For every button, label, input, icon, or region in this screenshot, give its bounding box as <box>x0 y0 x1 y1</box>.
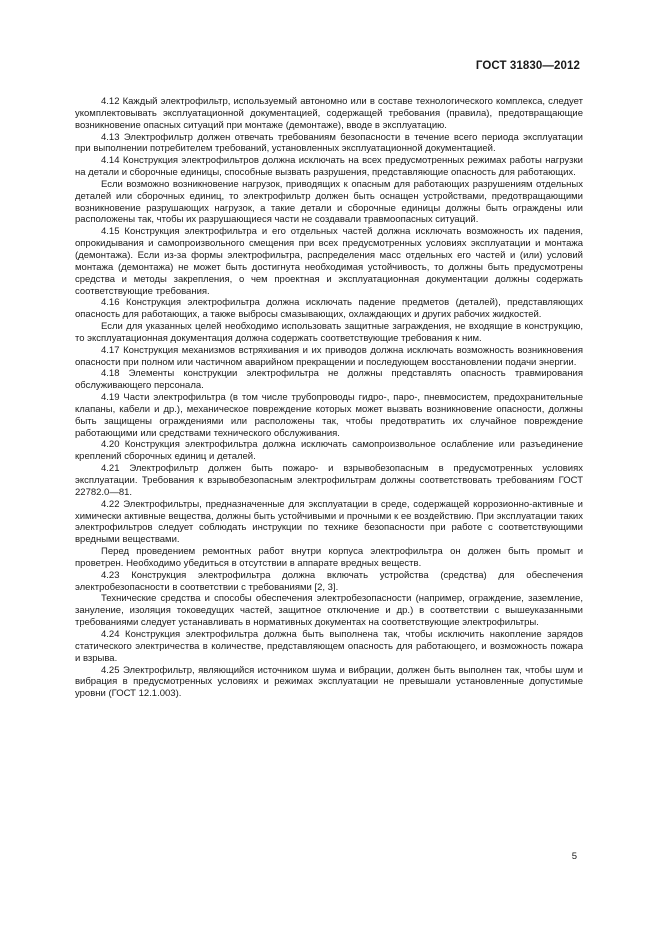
paragraph-4-16: 4.16 Конструкция электрофильтра должна исключать падение предметов (деталей), представляющих опасность для работающих, а также выбросы смазывающих, охлаждающих и других рабочих жидкостей. <box>75 297 583 321</box>
document-body <box>75 96 583 700</box>
paragraph-4-13: 4.13 Электрофильтр должен отвечать требованиям безопасности в течение всего периода эксплуатации при выполнении потребителем требований, установленных эксплуатационной документацией. <box>75 131 583 155</box>
paragraph-4-21: 4.21 Электрофильтр должен быть пожаро- и взрывобезопасным в предусмотренных условиях эксплуатации. Требования к взрывобезопасным электрофильтрам должны соответствовать требованиям ГОСТ 22782.0—81. <box>75 463 583 498</box>
paragraph-4-20: 4.20 Конструкция электрофильтра должна исключать самопроизвольное ослабление или разъединение креплений сборочных единиц и деталей. <box>75 439 583 463</box>
paragraph-4-23-cont: Технические средства и способы обеспечения электробезопасности (например, ограждение, заземление, зануление, изоляция токоведущих частей, защитное отключение и др.) в соответствии с вышеуказанными требованиями следует устанавливать в нормативных документах на соответствующие электрофильтры. <box>75 593 583 629</box>
paragraph-4-17: 4.17 Конструкция механизмов встряхивания и их приводов должна исключать возможность возникновения опасности при полном или частичном аварийном прекращении и последующем восстановлении подачи энергии. <box>75 344 583 368</box>
paragraph-4-12: 4.12 Каждый электрофильтр, используемый автономно или в составе технологического комплекса, следует укомплектовывать эксплуатационной документацией, содержащей требования (правила), предотвращающие возникновение опасных ситуаций при монтаже (демонтаже), вводе в эксплуатацию. <box>75 96 583 131</box>
paragraph-4-14: 4.14 Конструкция электрофильтров должна исключать на всех предусмотренных режимах работы нагрузки на детали и сборочные единицы, способные вызвать разрушения, представляющие опасность для работающих. <box>75 155 583 179</box>
paragraph-4-19: 4.19 Части электрофильтра (в том числе трубопроводы гидро-, паро-, пневмосистем, предохранительные клапаны, кабели и др.), механическое повреждение которых может вызвать возникновение опасности, должны быть защищены ограждениями или расположены так, чтобы предотвратить их случайное повреждение работающими или средствами технического обслуживания. <box>75 392 583 439</box>
paragraph-4-14-cont: Если возможно возникновение нагрузок, приводящих к опасным для работающих разрушениям отдельных деталей или сборочных единиц, то электрофильтр должен быть оснащен устройствами, предотвращающими возникновение разрушающих нагрузок, а такие детали и сборочные единицы должны быть ограждены или расположены так, чтобы их разрушающиеся части не создавали травмоопасных ситуаций. <box>75 178 583 226</box>
page-number: 5 <box>571 851 577 862</box>
paragraph-4-16-cont: Если для указанных целей необходимо использовать защитные заграждения, не входящие в конструкцию, то эксплуатационная документация должна содержать соответствующие требования к ним. <box>75 321 583 344</box>
paragraph-4-15: 4.15 Конструкция электрофильтра и его отдельных частей должна исключать возможность их падения, опрокидывания и самопроизвольного смещения при всех предусмотренных условиях эксплуатации и монтажа (демонтажа). Если из-за формы электрофильтра, распределения масс отдельных его частей и (или) условий монтажа (демонтажа) не может быть достигнута необходимая устойчивость, то должны быть предусмотрены средства и методы закрепления, о чем проектная и эксплуатационная документации должны содержать соответствующие требования. <box>75 226 583 297</box>
paragraph-4-23: 4.23 Конструкция электрофильтра должна включать устройства (средства) для обеспечения электробезопасности в соответствии с требованиями [2, 3]. <box>75 569 583 593</box>
paragraph-4-25: 4.25 Электрофильтр, являющийся источником шума и вибрации, должен быть выполнен так, чтобы шум и вибрация в предусмотренных условиях и режимах эксплуатации не превышали установленные допустимые уровни (ГОСТ 12.1.003). <box>75 664 583 700</box>
paragraph-4-22-cont: Перед проведением ремонтных работ внутри корпуса электрофильтра он должен быть промыт и проветрен. Необходимо убедиться в отсутствии в аппарате вредных веществ. <box>75 546 583 569</box>
paragraph-4-18: 4.18 Элементы конструкции электрофильтра не должны представлять опасность травмирования обслуживающего персонала. <box>75 368 583 392</box>
document-number-header: ГОСТ 31830—2012 <box>475 60 580 72</box>
paragraph-4-22: 4.22 Электрофильтры, предназначенные для эксплуатации в среде, содержащей коррозионно-активные и химически активные вещества, должны быть устойчивыми и прочными к ее воздействию. При эксплуатации таких электрофильтров следует соблюдать инструкции по технике безопасности при работе с соответствующими вредными веществами. <box>75 498 583 546</box>
paragraph-4-24: 4.24 Конструкция электрофильтра должна быть выполнена так, чтобы исключить накопление зарядов статического электричества в количестве, представляющем опасность для работающего, и возможность пожара и взрыва. <box>75 628 583 664</box>
